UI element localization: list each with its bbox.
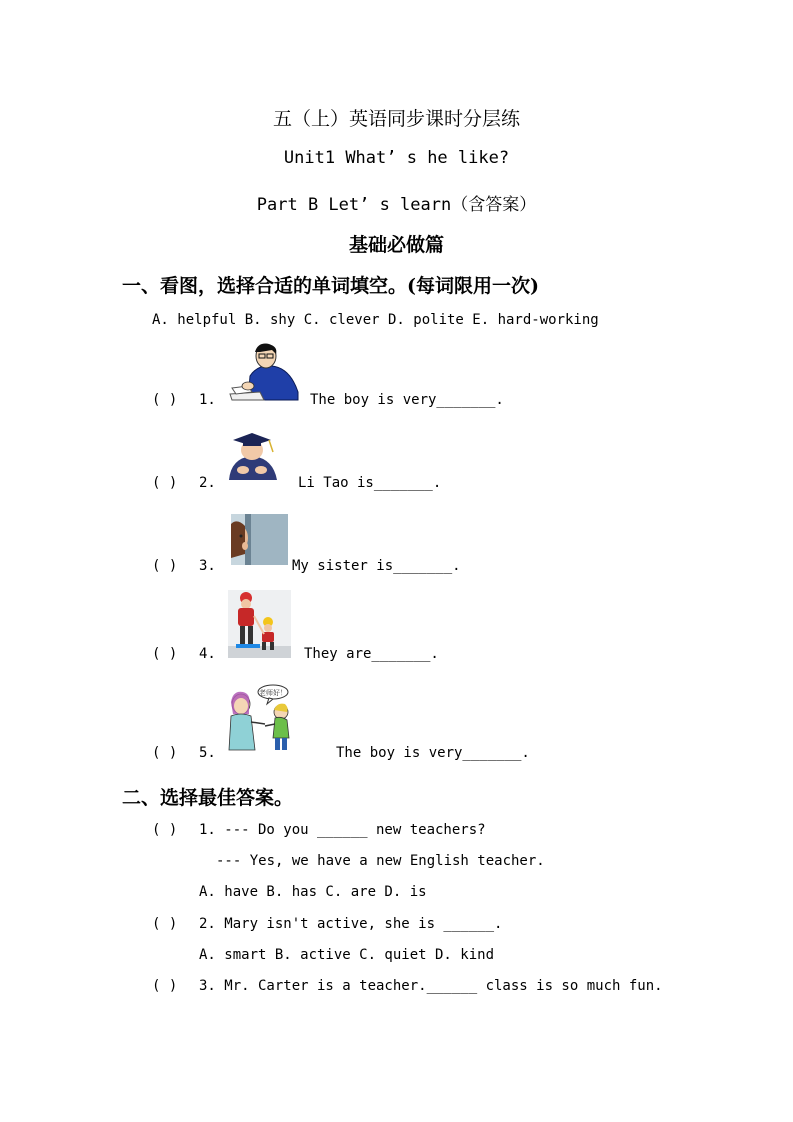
word-options: A. helpful B. shy C. clever D. polite E. hard-working bbox=[152, 312, 599, 328]
section2-heading: 二、选择最佳答案。 bbox=[122, 787, 294, 809]
item4-bracket[interactable]: ( ) bbox=[152, 646, 178, 662]
item1-sentence: The boy is very_______. bbox=[310, 392, 504, 408]
item2-sentence: Li Tao is_______. bbox=[298, 475, 442, 491]
unit-title: Unit1 What’ s he like? bbox=[283, 148, 510, 168]
q1-bracket[interactable]: ( ) bbox=[152, 822, 178, 838]
svg-text:老师好！: 老师好！ bbox=[259, 689, 287, 697]
baby-graduate-icon bbox=[219, 430, 285, 482]
shy-girl-door-icon bbox=[231, 514, 288, 565]
q1-options: A. have B. has C. are D. is bbox=[199, 884, 427, 900]
skating-kids-icon bbox=[228, 590, 291, 658]
section1-heading: 一、看图，选择合适的单词填空。(每词限用一次) bbox=[122, 275, 539, 297]
item2-number: 2. bbox=[199, 475, 216, 491]
item5-sentence: The boy is very_______. bbox=[336, 745, 530, 761]
item1-bracket[interactable]: ( ) bbox=[152, 392, 178, 408]
q1-reply: --- Yes, we have a new English teacher. bbox=[216, 853, 545, 869]
level-title: 基础必做篇 bbox=[348, 234, 444, 256]
boy-reading-icon bbox=[228, 342, 300, 402]
q3-bracket[interactable]: ( ) bbox=[152, 978, 178, 994]
item1-number: 1. bbox=[199, 392, 216, 408]
item3-bracket[interactable]: ( ) bbox=[152, 558, 178, 574]
item4-sentence: They are_______. bbox=[304, 646, 439, 662]
q1-stem: 1. --- Do you ______ new teachers? bbox=[199, 822, 486, 838]
part-title: Part B Let’ s learn（含答案） bbox=[256, 195, 537, 215]
item5-number: 5. bbox=[199, 745, 216, 761]
item2-bracket[interactable]: ( ) bbox=[152, 475, 178, 491]
item4-number: 4. bbox=[199, 646, 216, 662]
item3-sentence: My sister is_______. bbox=[292, 558, 461, 574]
item3-number: 3. bbox=[199, 558, 216, 574]
greeting-teacher-icon bbox=[225, 684, 303, 754]
q3-stem: 3. Mr. Carter is a teacher.______ class is so much fun. bbox=[199, 978, 663, 994]
q2-bracket[interactable]: ( ) bbox=[152, 916, 178, 932]
page-title: 五（上）英语同步课时分层练 bbox=[272, 108, 520, 130]
q2-stem: 2. Mary isn't active, she is ______. bbox=[199, 916, 503, 932]
q2-options: A. smart B. active C. quiet D. kind bbox=[199, 947, 495, 963]
item5-bracket[interactable]: ( ) bbox=[152, 745, 178, 761]
